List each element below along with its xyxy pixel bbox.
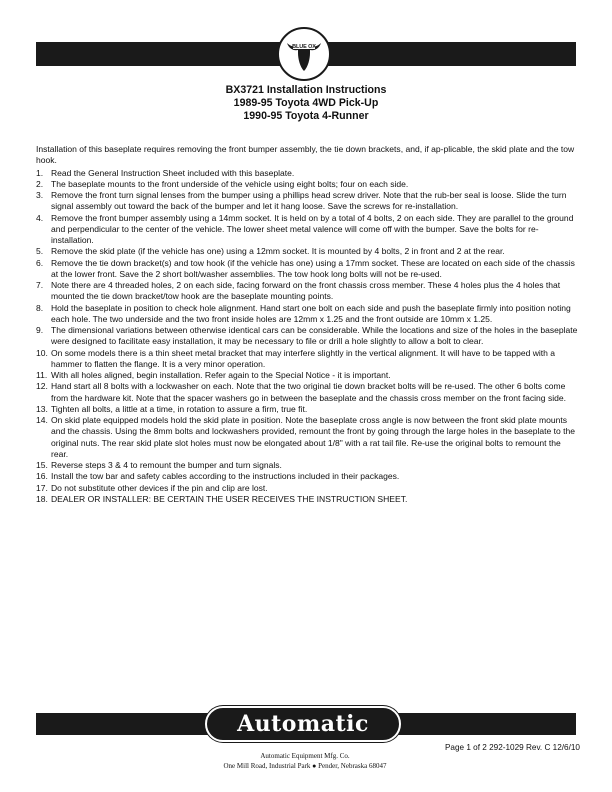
step-text: Hold the baseplate in position to check hole alignment. Hand start one bolt on each side and push the baseplate firmly into position noting each hole. The two underside and the two front inside holes are 12mm x 1.25 and the front outside are 10mm x 1.25.: [51, 302, 571, 324]
step-item: [36, 325, 578, 348]
step-number: 6.: [36, 257, 44, 268]
step-number: 17.: [36, 482, 48, 493]
step-number: 5.: [36, 246, 44, 257]
step-item: [36, 179, 578, 190]
step-text: Remove the skid plate (if the vehicle has one) using a 12mm socket. It is mounted by 4 bolts, 2 in front and 2 at the rear.: [51, 246, 505, 257]
step-item: [36, 190, 578, 213]
step-text: Note there are 4 threaded holes, 2 on each side, facing forward on the front chassis cross member. These 4 holes plus the 4 holes that mounted the tie down bracket/tow hook are the baseplate mounting points.: [51, 280, 561, 302]
title-line-3: 1990-95 Toyota 4-Runner: [243, 110, 369, 122]
page-info: Page 1 of 2 292-1029 Rev. C 12/6/10: [444, 743, 580, 752]
step-text: Do not substitute other devices if the pin and clip are lost.: [51, 482, 268, 493]
step-text: Read the General Instruction Sheet included with this baseplate.: [51, 167, 295, 178]
title-line-1: BX3721 Installation Instructions: [225, 84, 387, 96]
step-text: Tighten all bolts, a little at a time, in rotation to assure a firm, true fit.: [51, 403, 308, 414]
step-number: 10.: [36, 347, 48, 358]
step-item: [36, 483, 578, 494]
step-item: [36, 494, 578, 505]
step-text: On some models there is a thin sheet metal bracket that may interfere slightly in the vertical alignment. It will have to be tapped with a hammer to flatten the flange. It is a very minor operation.: [51, 347, 556, 369]
company-info: [200, 751, 410, 771]
step-item: [36, 370, 578, 381]
step-text: Install the tow bar and safety cables according to the instructions included in their packages.: [51, 471, 400, 482]
step-number: 15.: [36, 460, 48, 470]
step-item: [36, 246, 578, 257]
ox-head-icon: [279, 29, 329, 79]
step-text: On skid plate equipped models hold the skid plate in position. Note the baseplate cross angle is now between the front skid plate mounts and the chassis. Using the 8mm bolts and lockwashers provided, remount the front by going through the large holes in the baseplate to the original nuts. The rear skid plate slot holes must now be elongated about 1/8" with a rat tail file. Re-use the original bolts to remount the rear.: [51, 415, 576, 459]
title-line-2: 1989-95 Toyota 4WD Pick-Up: [233, 97, 379, 109]
step-number: 13.: [36, 403, 48, 414]
step-item: [36, 415, 578, 460]
step-item: [36, 460, 578, 471]
step-item: [36, 280, 578, 303]
step-item: [36, 303, 578, 326]
step-number: 3.: [36, 190, 44, 200]
step-text: Remove the front turn signal lenses from the bumper using a phillips head screw driver. Note that the rub-ber seal is loose. Slide the turn signal assembly out toward the back of the bumper and let it hang loose. Save the screws for re-installation.: [51, 190, 567, 212]
step-number: 14.: [36, 415, 48, 425]
step-number: 8.: [36, 302, 44, 313]
step-item: [36, 258, 578, 281]
step-item: [36, 471, 578, 482]
blue-ox-logo: [277, 27, 331, 81]
step-text: With all holes aligned, begin installation. Refer again to the Special Notice - it is important.: [51, 370, 391, 380]
step-number: 7.: [36, 280, 44, 290]
brand-name: Automatic: [237, 711, 369, 737]
step-number: 18.: [36, 493, 48, 504]
logo-text: BLUE OX: [292, 44, 316, 50]
automatic-logo: [205, 706, 401, 742]
step-number: 12.: [36, 381, 48, 392]
step-text: DEALER OR INSTALLER: BE CERTAIN THE USER RECEIVES THE INSTRUCTION SHEET.: [51, 493, 408, 504]
step-number: 4.: [36, 212, 44, 223]
step-text: The dimensional variations between otherwise identical cars can be considerable. While the locations and size of the holes in the baseplate were designed to facilitate easy installation, it may be necessary to file or drill a hole slightly to allow a bolt to clear.: [51, 325, 578, 347]
step-text: Hand start all 8 bolts with a lockwasher on each. Note that the two original tie down bracket bolts will be re-used. The other 6 bolts come from the hardware kit. Note that the spacer washers go in between the baseplate and the chassis cross member on the front facing side.: [51, 381, 566, 403]
company-address: One Mill Road, Industrial Park ● Pender, Nebraska 68047: [223, 762, 387, 770]
step-item: [36, 348, 578, 371]
step-text: Remove the tie down bracket(s) and tow hook (if the vehicle has one) using a 17mm socket. These are located on each side of the chassis at the lower front. Save the 2 short bolt/washer assemblies. The tow hook long bolts will not be re-used.: [51, 257, 575, 279]
company-name: Automatic Equipment Mfg. Co.: [260, 752, 350, 760]
document-title: [0, 84, 612, 123]
step-item: [36, 168, 578, 179]
intro-paragraph: Installation of this baseplate requires removing the front bumper assembly, the tie down brackets, and, if ap-plicable, the skid plate and the tow hook.: [36, 144, 575, 166]
step-item: [36, 404, 578, 415]
step-number: 2.: [36, 178, 44, 189]
step-number: 16.: [36, 471, 48, 482]
step-text: Remove the front bumper assembly using a 14mm socket. It is held on by a total of 4 bolts, 2 on each side. They are parallel to the ground and perpendicular to the center of the vehicle. The lower sheet metal valence will come off with the bumper. Save the bolts for re-installation.: [51, 212, 574, 245]
steps-list: [36, 168, 578, 506]
step-item: [36, 213, 578, 247]
step-number: 11.: [36, 370, 48, 380]
step-number: 1.: [36, 167, 44, 178]
step-text: The baseplate mounts to the front underside of the vehicle using eight bolts; four on each side.: [51, 178, 409, 189]
step-text: Reverse steps 3 & 4 to remount the bumper and turn signals.: [51, 460, 282, 470]
step-number: 9.: [36, 325, 44, 335]
instructions-body: [36, 144, 578, 505]
step-item: [36, 381, 578, 404]
